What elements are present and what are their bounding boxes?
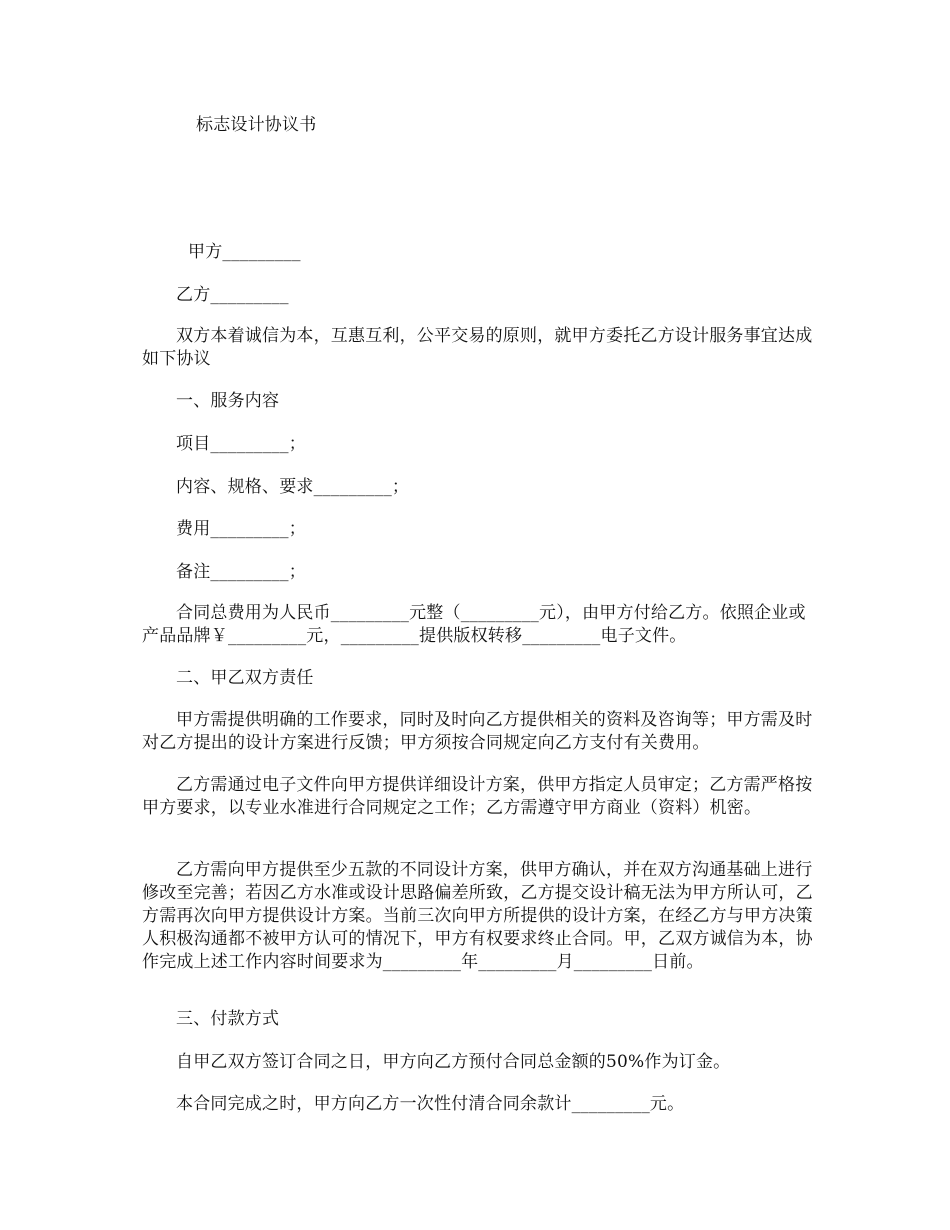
responsibility-paragraph-b: 乙方需通过电子文件向甲方提供详细设计方案，供甲方指定人员审定；乙方需严格按甲方要求，以专业水准进行合同规定之工作；乙方需遵守甲方商业（资料）机密。 xyxy=(142,775,813,818)
service-item-project: 项目_________； xyxy=(176,434,306,454)
intro-paragraph: 双方本着诚信为本，互惠互利，公平交易的原则，就甲方委托乙方设计服务事宜达成如下协议 xyxy=(142,326,813,369)
service-item-note: 备注_________； xyxy=(176,562,306,582)
service-item-content: 内容、规格、要求_________； xyxy=(176,477,410,497)
section-heading-payment: 三、付款方式 xyxy=(176,1009,280,1029)
responsibility-paragraph-a: 甲方需提供明确的工作要求，同时及时向乙方提供相关的资料及咨询等；甲方需及时对乙方提出的设计方案进行反馈；甲方须按合同规定向乙方支付有关费用。 xyxy=(142,710,813,753)
payment-paragraph-b: 本合同完成之时，甲方向乙方一次性付清合同余款计_________元。 xyxy=(176,1094,685,1114)
section-heading-service: 一、服务内容 xyxy=(176,391,280,411)
party-b-field: 乙方_________ xyxy=(176,285,289,305)
section-heading-responsibilities: 二、甲乙双方责任 xyxy=(176,668,314,688)
payment-paragraph-a: 自甲乙双方签订合同之日，甲方向乙方预付合同总金额的50%作为订金。 xyxy=(176,1052,731,1072)
service-item-fee: 费用_________； xyxy=(176,519,306,539)
responsibility-paragraph-c: 乙方需向甲方提供至少五款的不同设计方案，供甲方确认，并在双方沟通基础上进行修改至完善；若因乙方水准或设计思路偏差所致，乙方提交设计稿无法为甲方所认可，乙方需再次向甲方提供设计方案。当前三次向甲方所提供的设计方案，在经乙方与甲方决策人积极沟通都不被甲方认可的情况下，甲方有权要求终止合同。甲，乙双方诚信为本，协作完成上述工作内容时间要求为_________年_________月_________日前。 xyxy=(142,860,813,972)
document-title: 标志设计协议书 xyxy=(196,115,317,135)
fee-paragraph: 合同总费用为人民币_________元整（_________元），由甲方付给乙方。依照企业或产品品牌￥_________元，_________提供版权转移_________电子文件。 xyxy=(142,603,806,646)
party-a-field: 甲方_________ xyxy=(188,242,301,262)
